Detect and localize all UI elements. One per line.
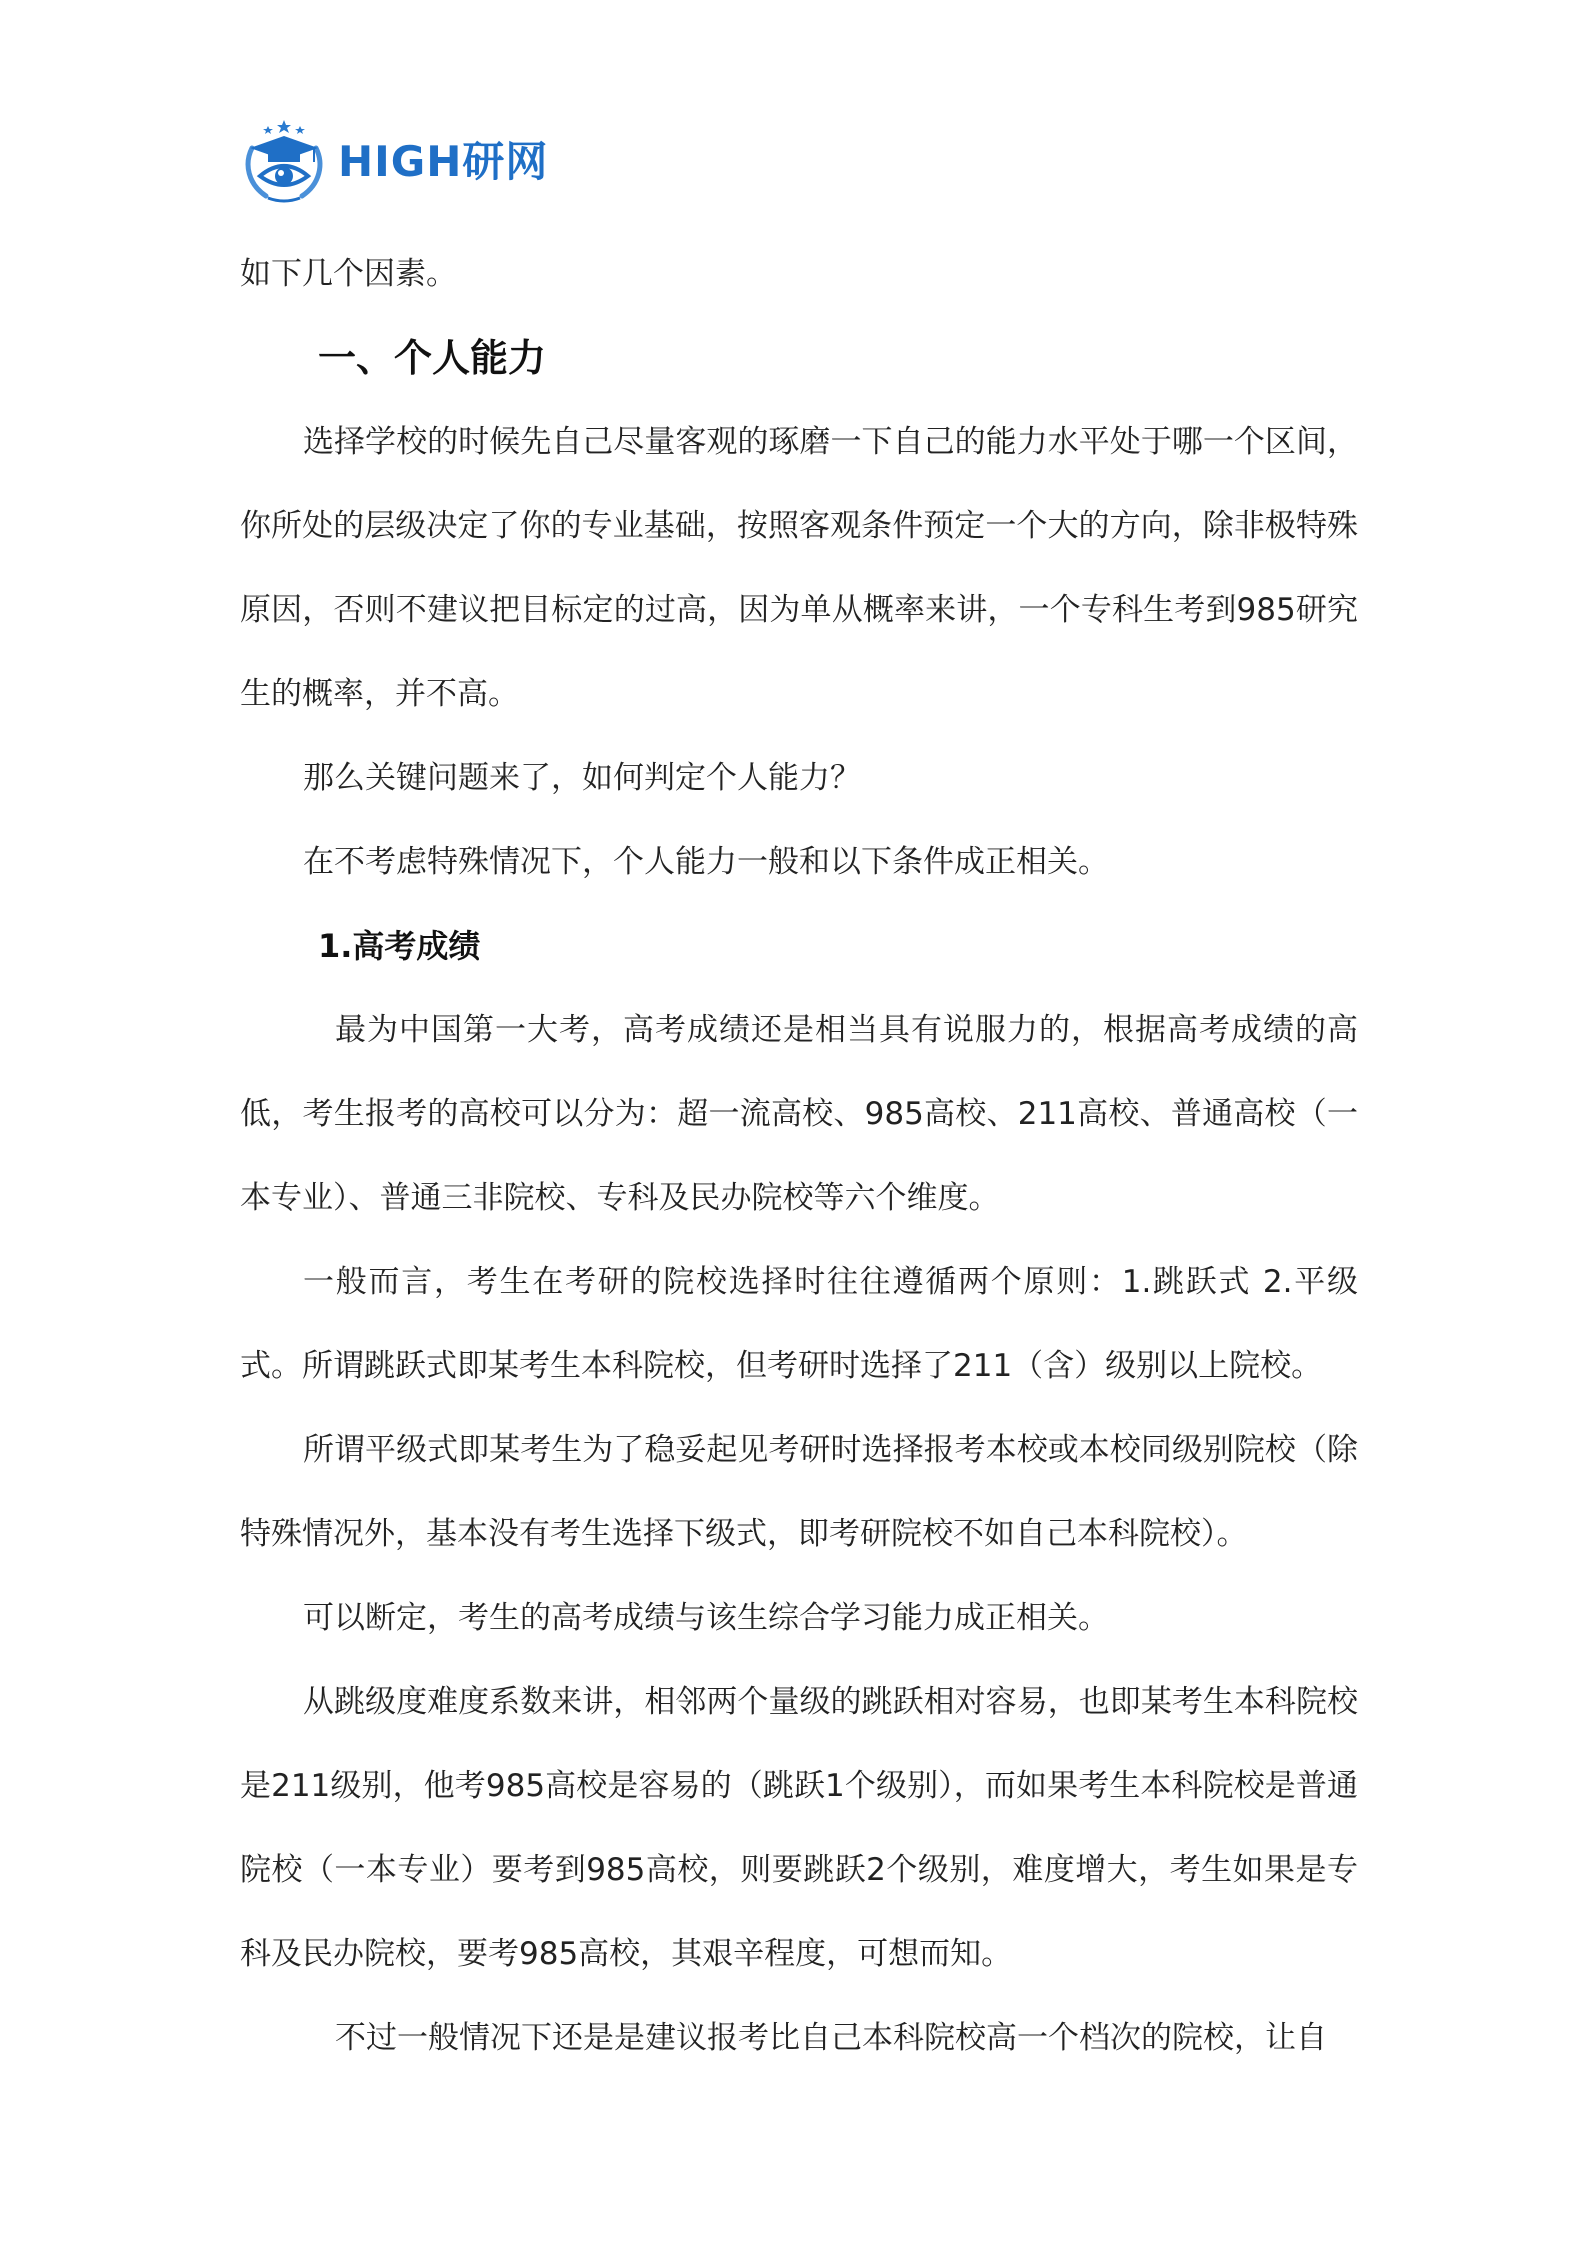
paragraph: 从跳级度难度系数来讲，相邻两个量级的跳跃相对容易，也即某考生本科院校是211级别，他考985高校是容易的（跳跃1个级别），而如果考生本科院校是普通院校（一本专业）要考到985高校，则要跳跃2个级别，难度增大，考生如果是专科及民办院校，要考985高校，其艰辛程度，可想而知。 <box>240 1684 1358 1972</box>
brand-logo[interactable] <box>238 112 558 212</box>
paragraph: 选择学校的时候先自己尽量客观的琢磨一下自己的能力水平处于哪一个区间，你所处的层级决定了你的专业基础，按照客观条件预定一个大的方向，除非极特殊原因，否则不建议把目标定的过高，因为单从概率来讲，一个专科生考到985研究生的概率，并不高。 <box>240 424 1358 712</box>
intro-paragraph: 如下几个因素。 <box>240 256 457 292</box>
paragraph: 可以断定，考生的高考成绩与该生综合学习能力成正相关。 <box>303 1600 1109 1636</box>
paragraph: 不过一般情况下还是是建议报考比自己本科院校高一个档次的院校，让自 <box>335 2020 1327 2056</box>
paragraph: 最为中国第一大考，高考成绩还是相当具有说服力的，根据高考成绩的高低，考生报考的高校可以分为：超一流高校、985高校、211高校、普通高校（一本专业）、普通三非院校、专科及民办院校等六个维度。 <box>240 1012 1358 1216</box>
document-body <box>240 232 1358 2080</box>
subsection-heading: 1.高考成绩 <box>318 927 481 965</box>
section-heading: 一、个人能力 <box>318 336 547 380</box>
logo-text: HIGH研网 <box>338 137 549 186</box>
paragraph: 一般而言，考生在考研的院校选择时往往遵循两个原则：1.跳跃式 2.平级式。所谓跳跃式即某考生本科院校，但考研时选择了211（含）级别以上院校。 <box>240 1264 1358 1384</box>
paragraph: 那么关键问题来了，如何判定个人能力？ <box>303 760 861 796</box>
paragraph: 在不考虑特殊情况下，个人能力一般和以下条件成正相关。 <box>303 844 1109 880</box>
graduation-eye-emblem-icon <box>238 118 330 206</box>
paragraph: 所谓平级式即某考生为了稳妥起见考研时选择报考本校或本校同级别院校（除特殊情况外，基本没有考生选择下级式，即考研院校不如自己本科院校）。 <box>240 1432 1358 1552</box>
